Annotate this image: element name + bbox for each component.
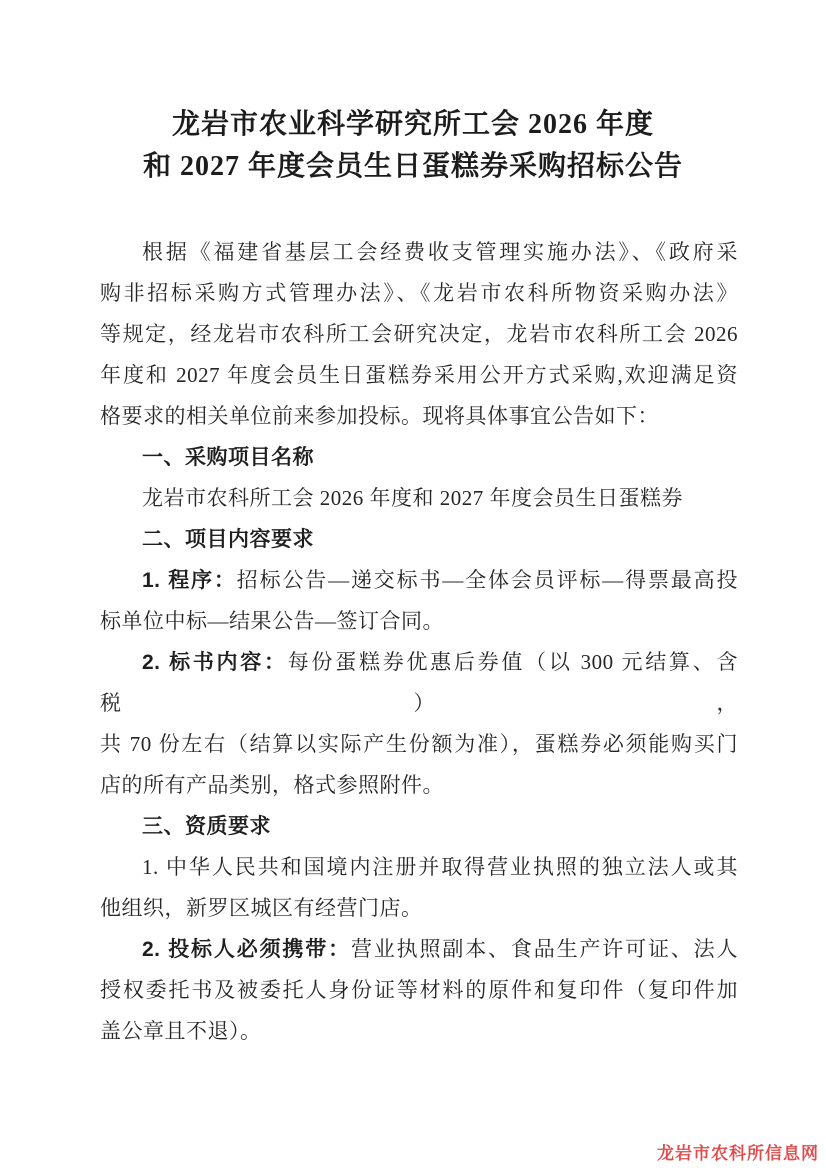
text-segment: 年度和 2027 年度会员生日蛋糕券采用公开方式采购,欢迎满足资 xyxy=(100,363,738,387)
bold-lead-in: 2. 标书内容： xyxy=(142,651,288,674)
text-segment: 共 70 份左右（结算以实际产生份额为准），蛋糕券必须能购买门 xyxy=(100,732,738,756)
site-watermark: 龙岩市农科所信息网 xyxy=(657,1144,819,1163)
text-segment: 龙岩市农科所工会 2026 年度和 2027 年度会员生日蛋糕券 xyxy=(142,486,683,510)
document-line xyxy=(100,273,738,314)
text-segment: 等规定，经龙岩市农科所工会研究决定，龙岩市农科所工会 2026 xyxy=(100,322,738,346)
text-segment: 营业执照副本、食品生产许可证、法人 xyxy=(350,937,738,961)
document-line xyxy=(100,478,738,519)
document-line xyxy=(100,355,738,396)
bold-lead-in: 一、采购项目名称 xyxy=(142,446,314,469)
section-heading xyxy=(100,806,738,847)
text-segment: 店的所有产品类别，格式参照附件。 xyxy=(100,773,444,797)
text-segment: 每份蛋糕券优惠后券值（以 300 元结算、含税）， xyxy=(100,650,738,715)
document-line xyxy=(100,560,738,601)
text-segment: 格要求的相关单位前来参加投标。现将具体事宜公告如下： xyxy=(100,404,659,428)
document-title-line-2: 和 2027 年度会员生日蛋糕券采购招标公告 xyxy=(142,151,683,182)
document-line xyxy=(100,601,738,642)
document-line xyxy=(100,847,738,888)
bold-lead-in: 二、项目内容要求 xyxy=(142,528,314,551)
section-heading xyxy=(100,519,738,560)
text-segment: 他组织，新罗区城区有经营门店。 xyxy=(100,896,423,920)
bold-lead-in: 2. 投标人必须携带： xyxy=(142,938,351,961)
document-line xyxy=(100,314,738,355)
bold-lead-in: 1. 程序： xyxy=(142,569,237,592)
text-segment: 1. 中华人民共和国境内注册并取得营业执照的独立法人或其 xyxy=(142,855,738,879)
document-line xyxy=(100,765,738,806)
document-line xyxy=(100,929,738,970)
document-line xyxy=(100,642,738,724)
document-title xyxy=(80,104,746,188)
document-line xyxy=(100,724,738,765)
text-segment: 招标公告—递交标书—全体会员评标—得票最高投 xyxy=(236,568,738,592)
document-line xyxy=(100,888,738,929)
text-segment: 授权委托书及被委托人身份证等材料的原件和复印件（复印件加 xyxy=(100,978,738,1002)
document-title-line-1: 龙岩市农业科学研究所工会 2026 年度 xyxy=(171,109,654,140)
text-segment: 购非招标采购方式管理办法》、《龙岩市农科所物资采购办法》 xyxy=(100,281,738,305)
text-segment: 盖公章且不退）。 xyxy=(100,1019,262,1043)
text-segment: 标单位中标—结果公告—签订合同。 xyxy=(100,609,444,633)
section-heading xyxy=(100,437,738,478)
document-line xyxy=(100,970,738,1011)
document-line xyxy=(100,232,738,273)
document-line xyxy=(100,396,738,437)
bold-lead-in: 三、资质要求 xyxy=(142,815,271,838)
document-line xyxy=(100,1011,738,1052)
document-body xyxy=(100,232,738,1052)
text-segment: 根据《福建省基层工会经费收支管理实施办法》、《政府采 xyxy=(142,240,738,264)
